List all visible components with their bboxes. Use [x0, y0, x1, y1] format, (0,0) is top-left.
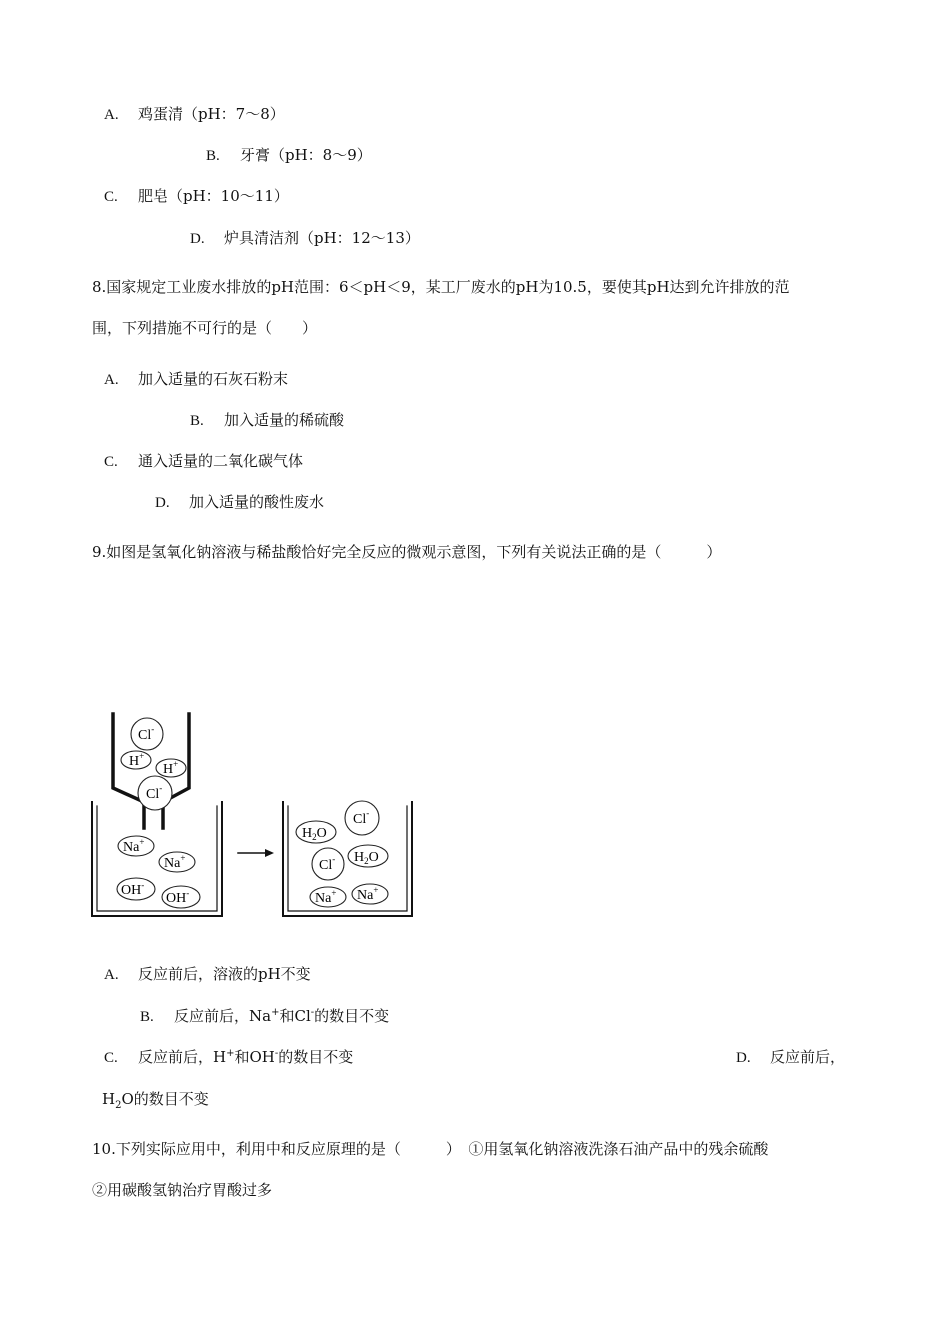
option-letter: D. [736, 1050, 751, 1066]
q7-option-c [104, 186, 289, 207]
option-letter: D. [155, 495, 170, 511]
option-letter: A. [104, 967, 119, 983]
q10-stem-line1: 10.下列实际应用中，利用中和反应原理的是（ ） ①用氢氧化钠溶液洗涤石油产品中的残余硫酸 [92, 1140, 769, 1158]
reaction-diagram [88, 710, 428, 926]
option-letter: B. [190, 413, 204, 429]
ion-cl-3-label: Cl- [353, 808, 370, 827]
q10-stem-line2: ②用碳酸氢钠治疗胃酸过多 [92, 1181, 273, 1199]
q9-option-a [104, 964, 311, 985]
water-2-label: $H_2O$ [354, 850, 379, 866]
q8-option-b [190, 410, 344, 431]
q8-option-c [104, 451, 303, 472]
option-letter: C. [104, 454, 118, 470]
q7-option-b [206, 145, 372, 166]
q9-option-b [140, 1006, 389, 1027]
option-letter: D. [190, 231, 205, 247]
ion-na-2-label: Na+ [164, 853, 186, 871]
option-text: 鸡蛋清（pH：7～8） [138, 105, 285, 123]
option-letter: A. [104, 372, 119, 388]
q8-stem-line2: 围，下列措施不可行的是（ ） [92, 319, 318, 337]
option-text: 反应前后， [770, 1048, 846, 1066]
ion-na-4-label: Na+ [357, 885, 379, 903]
ion-oh-2-label: OH- [166, 888, 190, 906]
q9-stem: 9.如图是氢氧化钠溶液与稀盐酸恰好完全反应的微观示意图，下列有关说法正确的是（ ） [92, 543, 722, 561]
q9-option-c [104, 1047, 353, 1068]
option-text: 反应前后，Na+和Cl-的数目不变 [174, 1007, 390, 1025]
ion-cl-1-label: Cl- [138, 724, 155, 743]
q7-option-d [190, 228, 420, 249]
option-letter: B. [140, 1009, 154, 1025]
option-letter: B. [206, 148, 220, 164]
option-text: 加入适量的酸性废水 [189, 493, 325, 511]
water-1-label: $H_2O$ [302, 826, 327, 842]
reaction-arrow-head [265, 849, 274, 857]
option-text: 牙膏（pH：8～9） [240, 146, 372, 164]
q9-option-d-continued: $H_2O$的数目不变 [102, 1090, 209, 1111]
q8-stem-line1: 8.国家规定工业废水排放的pH范围：6＜pH＜9，某工厂废水的pH为10.5，要使其pH达到允许排放的范 [92, 278, 790, 296]
option-letter: C. [104, 189, 118, 205]
left-beaker [92, 802, 222, 916]
option-letter: A. [104, 107, 119, 123]
ion-cl-4-label: Cl- [319, 854, 336, 873]
option-text: 加入适量的稀硫酸 [224, 411, 345, 429]
ion-h-1-label: H+ [129, 751, 145, 769]
q9-option-d [736, 1047, 845, 1068]
option-text: 炉具清洁剂（pH：12～13） [224, 229, 420, 247]
q7-option-a [104, 104, 285, 125]
option-text: 通入适量的二氧化碳气体 [138, 452, 304, 470]
ion-na-3-label: Na+ [315, 888, 337, 906]
ion-oh-1-label: OH- [121, 880, 145, 898]
option-text: 反应前后，H+和OH-的数目不变 [138, 1048, 354, 1066]
q8-option-a [104, 369, 288, 390]
ion-cl-2-label: Cl- [146, 783, 163, 802]
ion-h-2-label: H+ [163, 759, 179, 777]
ion-na-1-label: Na+ [123, 837, 145, 855]
option-text: 肥皂（pH：10～11） [138, 187, 289, 205]
option-letter: C. [104, 1050, 118, 1066]
option-text: 加入适量的石灰石粉末 [138, 370, 289, 388]
q8-option-d [155, 492, 324, 513]
option-text: 反应前后，溶液的pH不变 [138, 965, 311, 983]
